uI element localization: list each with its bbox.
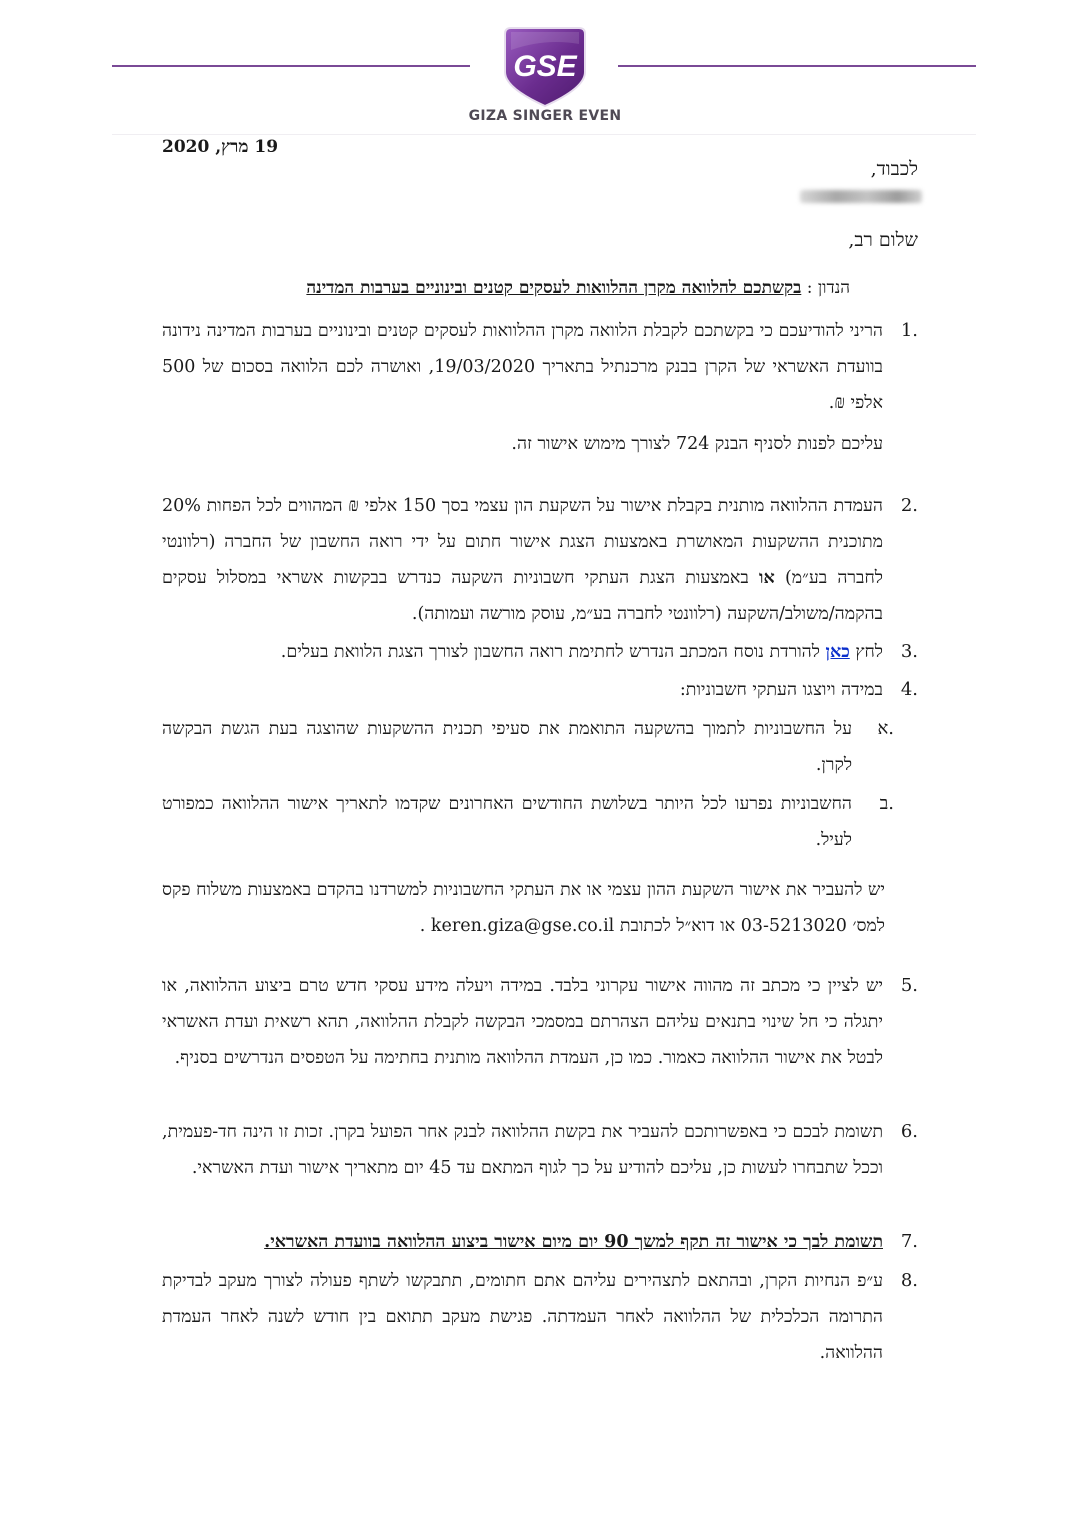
redacted-recipient	[800, 190, 922, 203]
subject-line	[306, 278, 850, 298]
item-2-text-b: באמצעות הצגת העתקי חשבוניות השקעה כנדרש בבקשות אשראי במסלול עסקים בהקמה/משולב/השקעה (רלוונטי לחברה בע״מ, עוסק מורשה ועמותה).	[162, 568, 883, 624]
item-3-text-a: לחץ	[849, 642, 883, 662]
item-number: 1.	[900, 320, 918, 341]
subitem-b-text: החשבוניות נפרעו לכל היותר בשלושת החודשים האחרונים שקדמו לתאריך אישור ההלוואה כמפורט לעיל.	[162, 794, 852, 850]
letter-date: 19 מרץ, 2020	[162, 137, 279, 157]
header-divider	[112, 134, 976, 135]
company-name: GIZA SINGER EVEN	[468, 108, 622, 124]
subitem-a-text: על החשבוניות לתמוך בהשקעה התואמת את סעיפי תכנית ההשקעות שהוצגה בעת הגשת הבקשה לקרן.	[162, 719, 852, 775]
logo-mark-text: GSE	[513, 50, 577, 83]
item-2-text-a: העמדת ההלוואה מותנית בקבלת אישור על השקעת הון עצמי בסך 150 אלפי ₪ המהווים לכל הפחות 20% מתוכנית ההשקעות המאושרת באמצעות הצגת אישור חתום על ידי רואה החשבון של החברה (רלוונטי לחברה בע״מ)	[162, 496, 883, 588]
header-rule-left	[112, 65, 470, 67]
transfer-end: .	[419, 916, 431, 936]
subject-label: הנדון :	[806, 278, 850, 298]
item-number: 7.	[900, 1231, 918, 1252]
item-number: 2.	[900, 495, 918, 516]
transfer-text: יש להעביר את אישור השקעת ההון עצמי או את העתקי החשבוניות למשרדנו בהקדם באמצעות משלוח פקס למס׳ 03-5213020 או דוא״ל לכתובת	[162, 880, 885, 936]
item-4-text: במידה ויוצגו העתקי חשבוניות:	[679, 680, 883, 700]
item-6-text: תשומת לבכם כי באפשרותכם להעביר את בקשת ההלוואה לבנק אחר הפועל בקרן. זכות זו הינה חד-פעמית, וככל שתבחרו לעשות כן, עליכם להודיע על כך לגוף המתאם עד 45 יום מתאריך אישור ועדת האשראי.	[162, 1122, 883, 1178]
item-number: 5.	[900, 975, 918, 996]
gse-logo-icon	[501, 24, 589, 108]
item-number: 6.	[900, 1121, 918, 1142]
header-rule-right	[618, 65, 976, 67]
download-letter-link[interactable]: כאן	[825, 642, 850, 662]
item-1-text: הריני להודיעכם כי בקשתכם לקבלת הלוואה מקרן ההלוואות לעסקים קטנים ובינוניים בערבות המדינה נידונה בוועדת האשראי של הקרן בבנק מרכנתיל בתאריך 19/03/2020, ואושרה לכם הלוואה בסכום של 500 אלפי ₪.	[162, 321, 883, 413]
subitem-letter: א.	[877, 718, 894, 739]
greeting: שלום רב,	[848, 229, 918, 251]
transfer-instructions	[162, 872, 885, 944]
item-1-note: עליכם לפנות לסניף הבנק 724 לצורך מימוש אישור זה.	[511, 434, 883, 454]
subject-text: בקשתכם להלוואה מקרן ההלוואות לעסקים קטנים ובינוניים בערבות המדינה	[306, 278, 802, 298]
item-7-text: תשומת לבך כי אישור זה תקף למשך 90 יום מיום אישור ביצוע ההלוואה בוועדת האשראי.	[264, 1232, 883, 1252]
item-8-text: ע״פ הנחיות הקרן, ובהתאם לתצהירים עליהם אתם חתומים, תתבקשו לשתף פעולה לצורך מעקב לבדיקת התרומה הכלכלית של ההלוואה לאחר העמדתה. פגישת מעקב תתואם בין חודש לשנה לאחר העמדת ההלוואה.	[162, 1271, 883, 1363]
contact-email: keren.giza@gse.co.il	[430, 916, 615, 936]
item-5-text: יש לציין כי מכתב זה מהווה אישור עקרוני בלבד. במידה ויעלה מידע עסקי חדש טרם ביצוע ההלוואה, או יתגלה כי חל שינוי בתנאים עליהם הצהרתם במסמכי הבקשה לקבלת ההלוואה, תהא רשאית ועדת האשראי לבטל את אישור ההלוואה כאמור. כמו כן, העמדת ההלוואה מותנית בחתימה על הטפסים הנדרשים בסניף.	[162, 976, 883, 1068]
item-3-text-b: להורדת נוסח המכתב הנדרש לחתימת רואה החשבון לצורך הצגת הלוואת בעלים.	[280, 642, 826, 662]
item-2-or: או	[759, 568, 775, 588]
item-number: 3.	[900, 641, 918, 662]
subitem-letter: ב.	[879, 793, 894, 814]
item-number: 8.	[900, 1270, 918, 1291]
item-number: 4.	[900, 679, 918, 700]
item-2-text	[162, 488, 883, 632]
item-3-text	[162, 634, 883, 670]
salutation-to: לכבוד,	[870, 158, 918, 180]
